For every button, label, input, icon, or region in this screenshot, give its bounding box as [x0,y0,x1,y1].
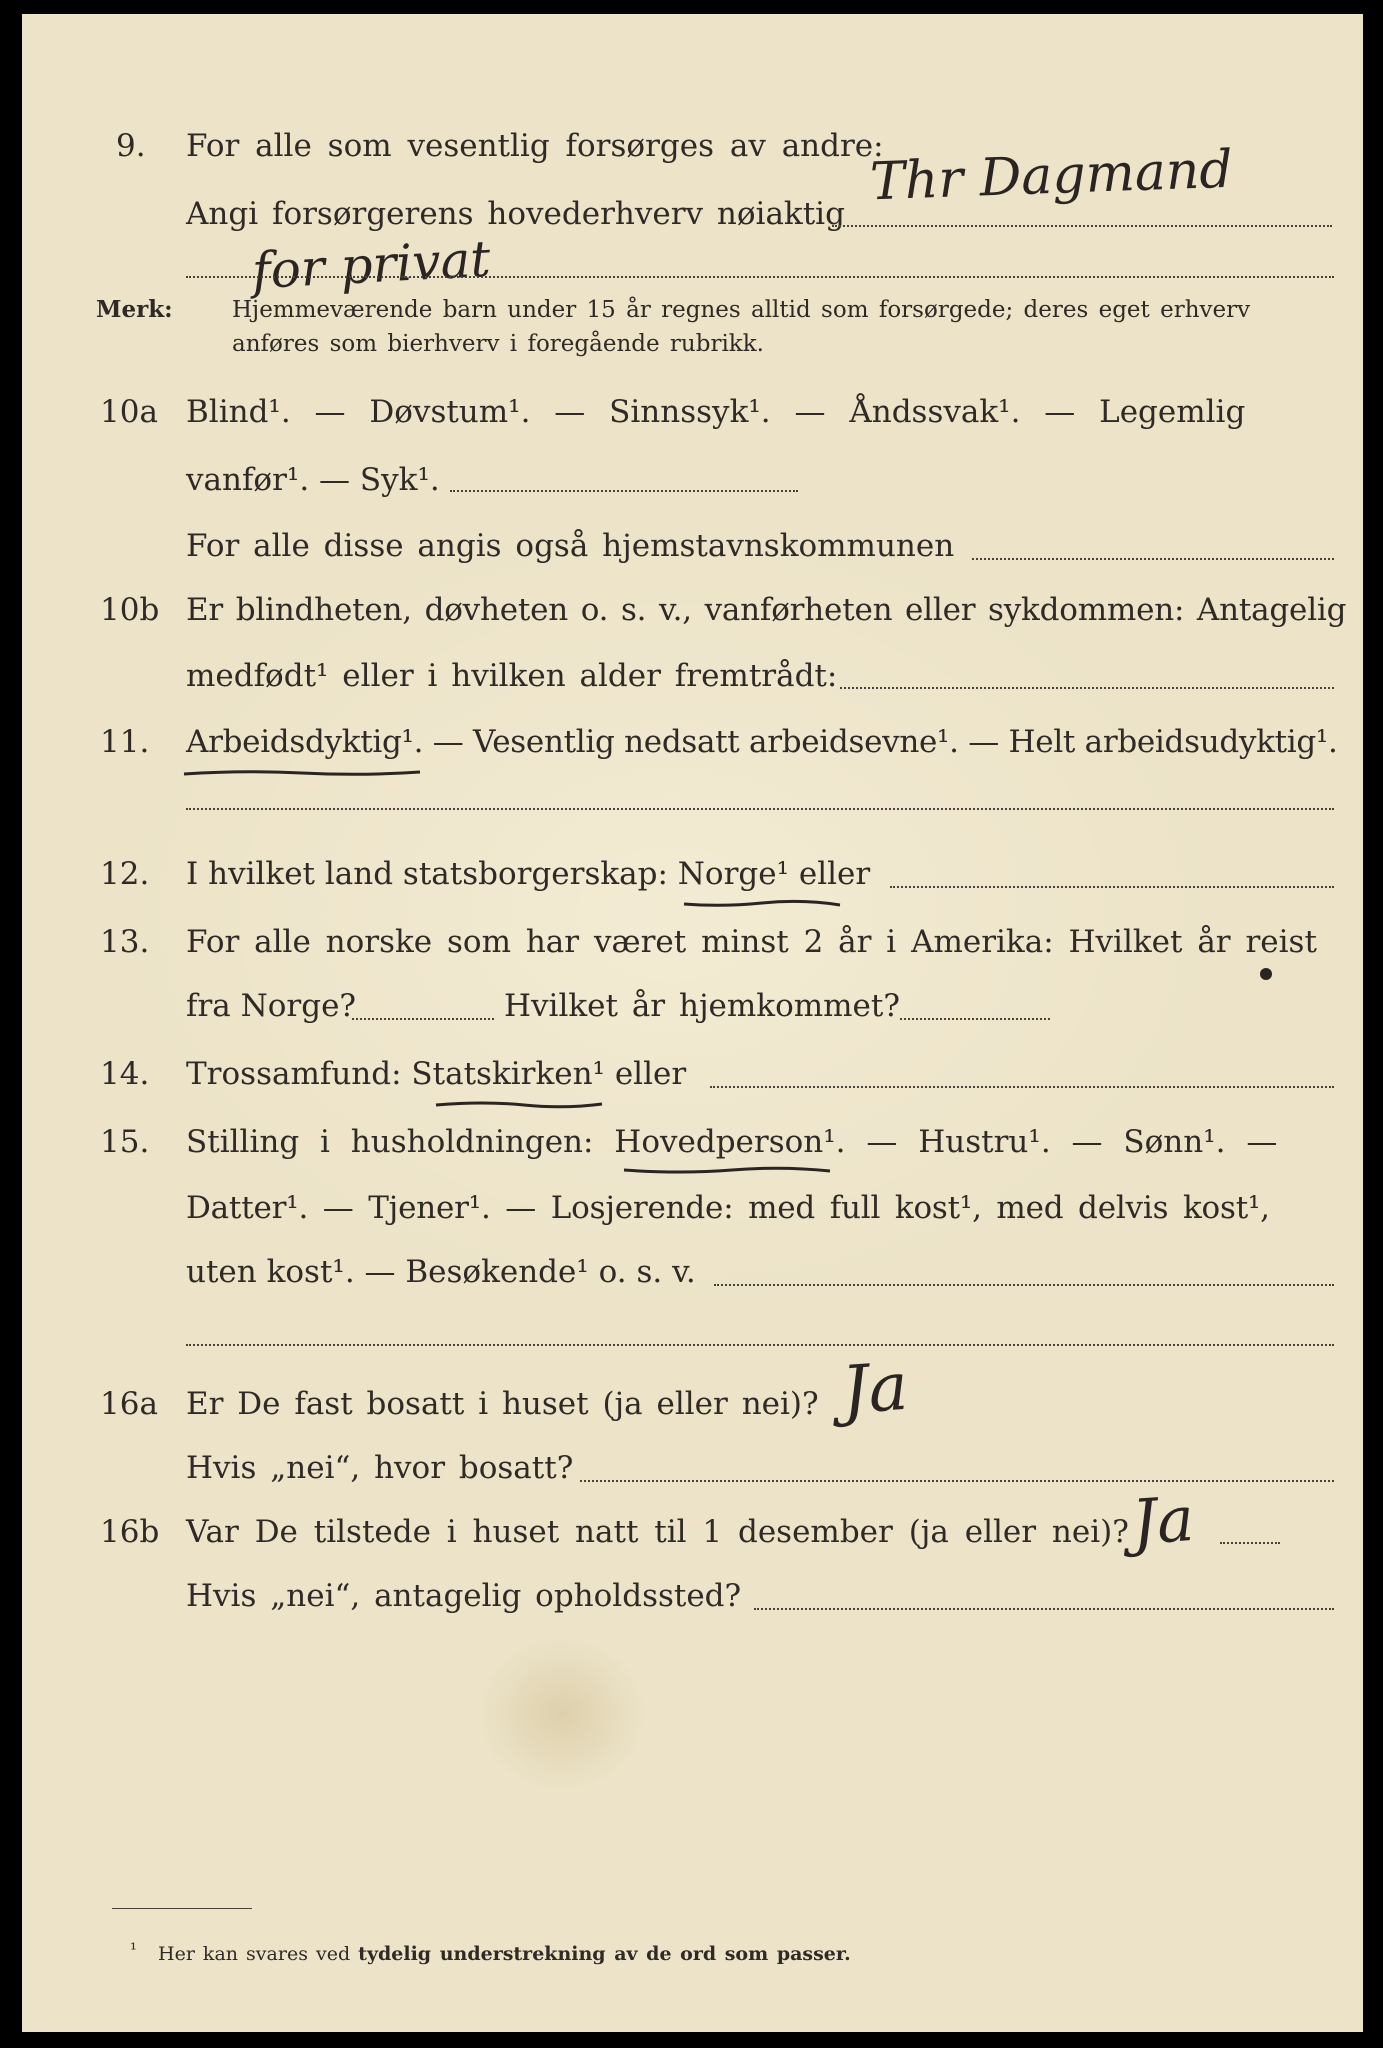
footnote-text-plain: Her kan svares ved [158,1943,359,1965]
q13-year-returned: Hvilket år hjemkommet? [504,988,900,1024]
q16a-number: 16a [100,1386,158,1422]
q13-dots-2 [900,1018,1050,1020]
q15-answer-rule [186,1344,1334,1346]
q9-answer-dots [832,225,1332,227]
q16b-dots-2 [754,1608,1334,1610]
q9-answer-occupation: Thr Dagmand [869,139,1234,213]
q16a-dots [580,1480,1334,1482]
q16a-where-resident: Hvis „nei“, hvor bosatt? [186,1450,574,1486]
q14-question: Trossamfund: Statskirken¹ eller [186,1056,687,1092]
note-label: Merk: [96,296,173,323]
q10a-line-2 [22,458,1363,502]
q10a-options: Blind¹. — Døvstum¹. — Sinnssyk¹. — Åndssvak¹. — Legemlig [186,394,1246,430]
footnote-text [158,1938,851,1970]
q13-dots-1 [352,1018,494,1020]
q9-line-2 [22,192,1363,236]
q10b-line-2 [22,654,1363,698]
q15-line-2 [22,1186,1363,1230]
q14-underline-mark [434,1098,604,1110]
q13-line-2 [22,984,1363,1028]
q10b-line-1 [22,588,1363,632]
q14-number: 14. [100,1056,150,1092]
q12-line-1 [22,852,1363,896]
q15-options-end: uten kost¹. — Besøkende¹ o. s. v. [186,1254,696,1290]
q16a-line-1 [22,1382,1363,1426]
q15-options: Stilling i husholdningen: Hovedperson¹. — Hustru¹. — Sønn¹. — [186,1124,1278,1160]
q16b-answer: Ja [1129,1481,1197,1560]
q10b-question: Er blindheten, døvheten o. s. v., vanførheten eller sykdommen: Antagelig [186,592,1347,628]
q12-underline-mark [682,898,842,910]
q10a-options-continued: vanfør¹. — Syk¹. [186,462,440,498]
q15-underline-mark [622,1164,832,1176]
q16a-question: Er De fast bosatt i huset (ja eller nei)? [186,1386,819,1422]
q16b-line-2 [22,1574,1363,1618]
q10b-dots [840,687,1334,689]
q11-line-1 [22,720,1363,764]
q10a-number: 10a [100,394,158,430]
q9-number: 9. [116,128,146,164]
note-line-2: anføres som bierhverv i foregående rubrikk. [232,331,764,357]
q9-question: For alle som vesentlig forsørges av andre: [186,128,884,164]
q13-line-1 [22,920,1363,964]
q9-question-occupation: Angi forsørgerens hovederhverv nøiaktig [186,196,845,232]
q10a-line-3 [22,524,1363,568]
footnote-text-bold: tydelig understrekning av de ord som passer. [358,1943,851,1965]
q10b-question-continued: medfødt¹ eller i hvilken alder fremtrådt: [186,658,838,694]
q12-number: 12. [100,856,150,892]
q15-dots [714,1284,1334,1286]
q13-question: For alle norske som har været minst 2 år i Amerika: Hvilket år reist [186,924,1317,960]
q10a-dots-1 [450,490,798,492]
census-form-page [22,14,1363,2032]
q11-options: Arbeidsdyktig¹. — Vesentlig nedsatt arbeidsevne¹. — Helt arbeidsudyktig¹. [186,724,1338,760]
footnote-separator [112,1908,252,1909]
q9-answer-detail: for privat [250,229,492,301]
q11-answer-rule [186,808,1334,810]
ink-dot [1260,968,1272,980]
q10a-line-1 [22,390,1363,434]
q15-options-continued: Datter¹. — Tjener¹. — Losjerende: med full kost¹, med delvis kost¹, [186,1190,1270,1226]
q16b-question: Var De tilstede i huset natt til 1 desember (ja eller nei)? [186,1514,1129,1550]
q16b-number: 16b [100,1514,160,1550]
q10a-home-municipality: For alle disse angis også hjemstavnskommunen [186,528,955,564]
q10b-number: 10b [100,592,160,628]
q16b-probable-residence: Hvis „nei“, antagelig opholdssted? [186,1578,742,1614]
q10a-dots-2 [972,558,1334,560]
q11-underline-mark [182,766,422,778]
footnote-mark: ¹ [130,1940,137,1960]
q15-number: 15. [100,1124,150,1160]
q15-line-1 [22,1120,1363,1164]
q13-number: 13. [100,924,150,960]
q11-number: 11. [100,724,150,760]
q12-question: I hvilket land statsborgerskap: Norge¹ eller [186,856,871,892]
q12-dots [890,886,1334,888]
q15-line-3 [22,1250,1363,1294]
q16b-dots-1 [1220,1542,1280,1544]
q14-dots [710,1086,1334,1088]
q16a-answer: Ja [839,1347,911,1430]
q14-line-1 [22,1052,1363,1096]
q9-answer-rule [186,276,1334,278]
q13-year-left: fra Norge? [186,988,357,1024]
note-line-1: Hjemmeværende barn under 15 år regnes alltid som forsørgede; deres eget erhverv [232,297,1251,323]
